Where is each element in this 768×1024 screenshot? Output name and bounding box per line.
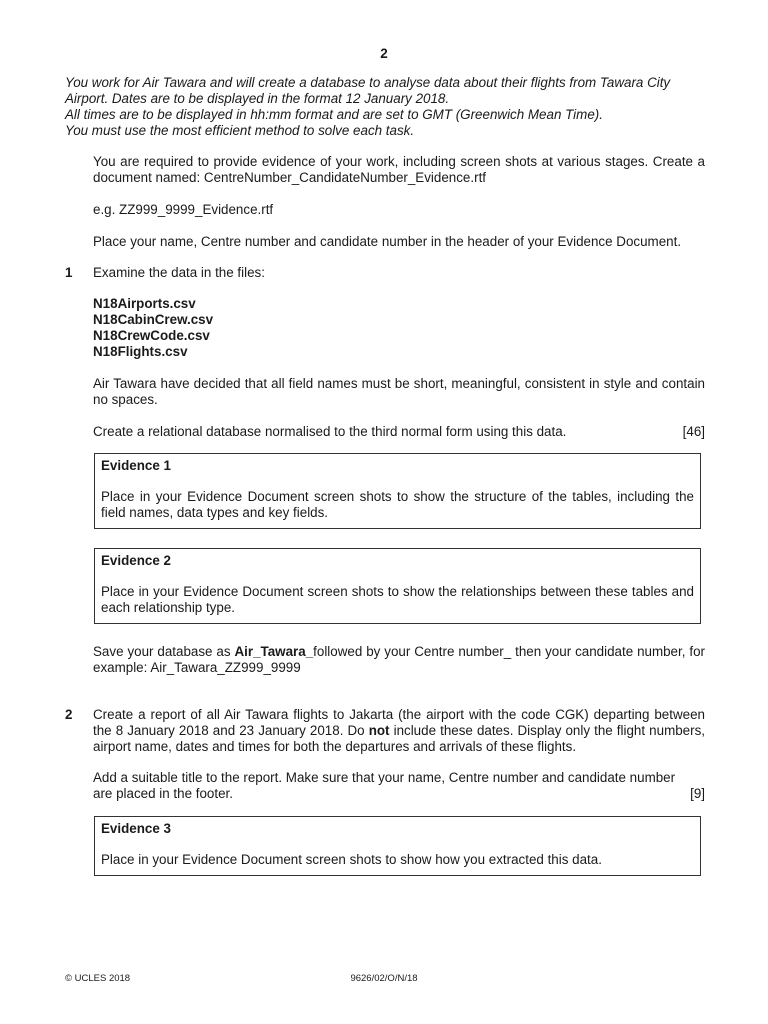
report-title-line-2: are placed in the footer. bbox=[93, 786, 233, 801]
evidence-2-text: Place in your Evidence Document screen shots to show the relationships between these tables and each relationship type. bbox=[101, 584, 694, 615]
save-prefix: Save your database as bbox=[93, 644, 235, 659]
question-1-marks: [46] bbox=[682, 424, 705, 439]
file-list bbox=[93, 296, 213, 360]
footer-copyright: © UCLES 2018 bbox=[65, 973, 131, 984]
evidence-1-text: Place in your Evidence Document screen shots to show the structure of the tables, including the field names, data types and key fields. bbox=[101, 489, 694, 520]
evidence-3-box bbox=[94, 816, 701, 876]
report-title-line-1: Add a suitable title to the report. Make sure that your name, Centre number and candidate number bbox=[93, 770, 676, 785]
question-2-number: 2 bbox=[65, 707, 73, 722]
intro-line-4: You must use the most efficient method to solve each task. bbox=[65, 123, 415, 138]
question-1-task: Create a relational database normalised to the third normal form using this data. bbox=[93, 424, 567, 439]
question-2-marks: [9] bbox=[690, 786, 705, 801]
scenario-intro bbox=[65, 75, 710, 139]
question-2-text-part1: Create a report of all Air Tawara flights to Jakarta (the airport with the code CGK) departing between the 8 January 2018 and 23 January 2018. Do bbox=[93, 707, 705, 738]
evidence-2-title: Evidence 2 bbox=[101, 553, 171, 568]
intro-line-1: You work for Air Tawara and will create a database to analyse data about their flights from Tawara City bbox=[65, 75, 671, 90]
question-2-not: not bbox=[368, 723, 390, 738]
save-bold-name: Air_Tawara_ bbox=[234, 644, 314, 659]
file-name: N18Airports.csv bbox=[93, 296, 196, 311]
question-2-text bbox=[93, 707, 705, 755]
save-database-instruction bbox=[93, 644, 705, 676]
intro-line-2: Airport. Dates are to be displayed in the format 12 January 2018. bbox=[65, 91, 450, 106]
intro-line-3: All times are to be displayed in hh:mm format and are set to GMT (Greenwich Mean Time). bbox=[65, 107, 603, 122]
evidence-1-box bbox=[94, 453, 701, 529]
evidence-1-title: Evidence 1 bbox=[101, 458, 171, 473]
evidence-document-instruction: You are required to provide evidence of your work, including screen shots at various stages. Create a document named: CentreNumber_CandidateNumber_Evidence.rtf bbox=[93, 154, 705, 185]
report-title-instruction bbox=[93, 770, 705, 802]
page-number: 2 bbox=[380, 46, 388, 61]
field-names-rule: Air Tawara have decided that all field names must be short, meaningful, consistent in style and contain no spaces. bbox=[93, 376, 705, 407]
question-1-number: 1 bbox=[65, 265, 73, 280]
evidence-2-box bbox=[94, 548, 701, 624]
save-suffix: followed by your Centre number_ then your candidate number, for example: Air_Tawara_ZZ999_9999 bbox=[93, 644, 705, 675]
question-1-intro: Examine the data in the files: bbox=[93, 265, 265, 280]
question-2-text-part2: include these dates. Display only the flight numbers, airport name, dates and times for both the departures and arrivals of these flights. bbox=[93, 723, 705, 754]
evidence-3-title: Evidence 3 bbox=[101, 821, 171, 836]
file-name: N18Flights.csv bbox=[93, 344, 188, 359]
evidence-3-text: Place in your Evidence Document screen shots to show how you extracted this data. bbox=[101, 852, 602, 867]
evidence-document-example: e.g. ZZ999_9999_Evidence.rtf bbox=[93, 202, 274, 217]
file-name: N18CabinCrew.csv bbox=[93, 312, 214, 327]
file-name: N18CrewCode.csv bbox=[93, 328, 210, 343]
footer-paper-code: 9626/02/O/N/18 bbox=[350, 973, 418, 984]
header-instruction: Place your name, Centre number and candidate number in the header of your Evidence Document. bbox=[93, 234, 682, 249]
